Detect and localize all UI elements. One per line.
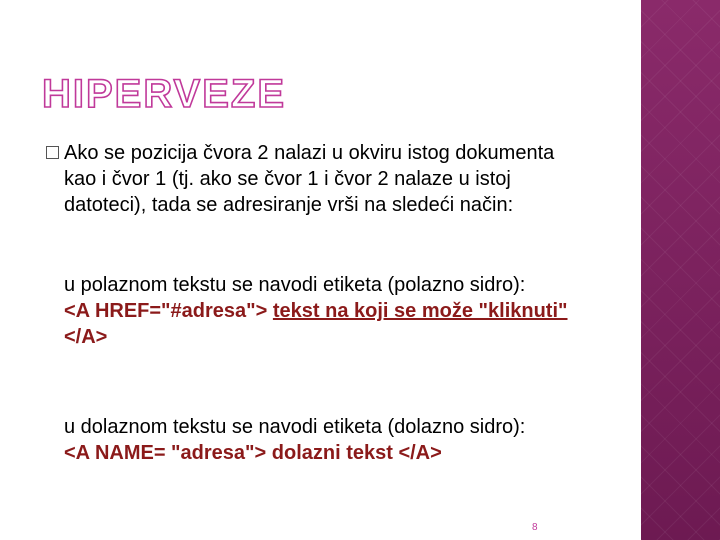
start-anchor-paragraph <box>64 272 584 350</box>
slide-title: HIPERVEZE <box>42 72 286 116</box>
bullet-text: Ako se pozicija čvora 2 nalazi u okviru istog dokumenta kao i čvor 1 (tj. ako se čvor 1 i čvor 2 nalaze u istoj datoteci), tada se adresiranje vrši na sledeći način: <box>64 142 555 216</box>
name-anchor-code: <A NAME= "adresa"> dolazni tekst </A> <box>64 442 442 464</box>
clickable-link-text[interactable]: tekst na koji se može "kliknuti" <box>272 300 568 322</box>
page-number: 8 <box>532 522 538 533</box>
decorative-side-strip <box>641 0 720 540</box>
end-anchor-paragraph <box>64 414 584 466</box>
bullet-paragraph <box>64 140 584 218</box>
bullet-square-icon <box>46 146 59 159</box>
anchor-close-tag: </A> <box>64 326 108 348</box>
href-open-tag: <A HREF="#adresa"> <box>64 300 268 322</box>
end-anchor-text: u dolaznom tekstu se navodi etiketa (dolazno sidro): <box>64 416 526 438</box>
start-anchor-text: u polaznom tekstu se navodi etiketa (polazno sidro): <box>64 274 526 296</box>
